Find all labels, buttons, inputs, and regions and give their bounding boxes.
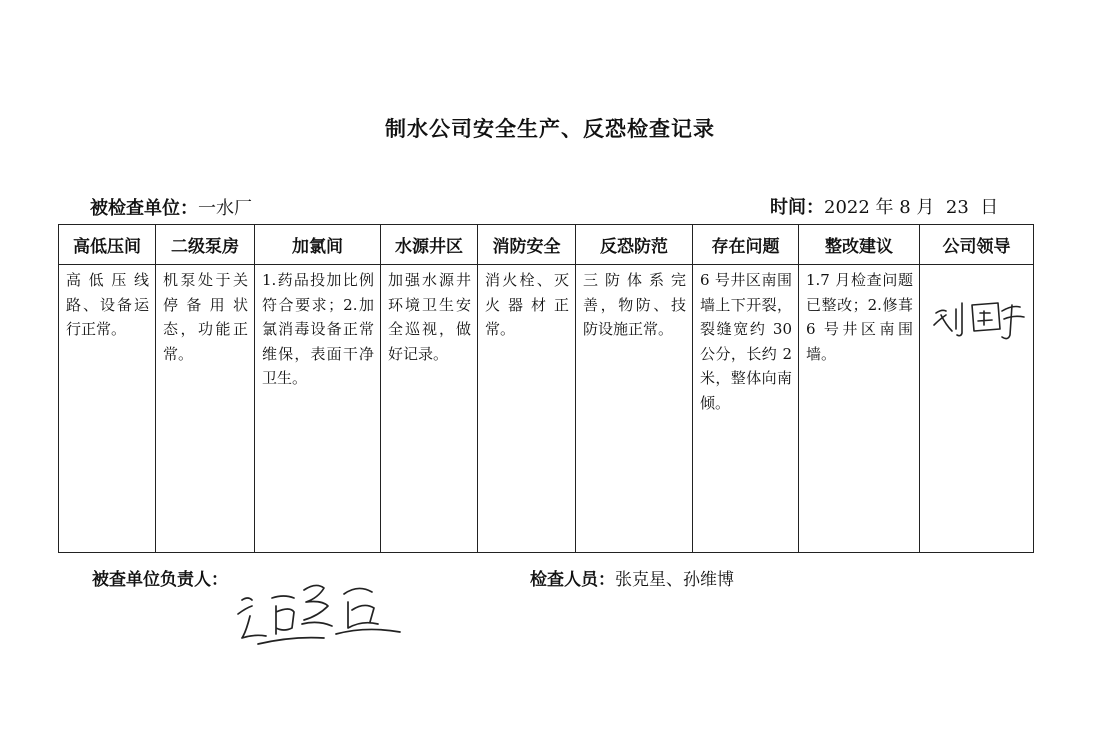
responsible-person-label: 被查单位负责人： xyxy=(92,570,228,590)
document-title: 制水公司安全生产、反恐检查记录 xyxy=(385,117,715,141)
header-fire-safety: 消防安全 xyxy=(478,225,576,265)
time-value: 2022 年 8 月 23 日 xyxy=(824,197,999,218)
inspected-unit xyxy=(90,194,252,220)
cell-anti-terror: 三防体系完善，物防、技防设施正常。 xyxy=(576,265,693,553)
responsible-signature xyxy=(232,572,412,652)
inspectors-label: 检查人员： xyxy=(530,570,615,590)
leader-signature xyxy=(928,291,1028,351)
cell-well-area: 加强水源井环境卫生安全巡视，做好记录。 xyxy=(381,265,478,553)
header-well-area: 水源井区 xyxy=(381,225,478,265)
table-header-row xyxy=(59,225,1034,265)
header-suggestions: 整改建议 xyxy=(799,225,920,265)
cell-high-low-voltage: 高低压线路、设备运行正常。 xyxy=(59,265,156,553)
inspected-unit-value: 一水厂 xyxy=(198,198,252,219)
header-pump-room: 二级泵房 xyxy=(156,225,255,265)
table-row xyxy=(59,265,1034,553)
header-issues: 存在问题 xyxy=(693,225,799,265)
inspectors-value: 张克星、孙维博 xyxy=(615,570,734,590)
cell-suggestions: 1.7 月检查问题已整改；2.修葺 6 号井区南围墙。 xyxy=(799,265,920,553)
header-high-low-voltage: 高低压间 xyxy=(59,225,156,265)
inspectors xyxy=(530,565,734,590)
cell-chlorination: 1.药品投加比例符合要求；2.加氯消毒设备正常维保，表面干净卫生。 xyxy=(255,265,381,553)
header-anti-terror: 反恐防范 xyxy=(576,225,693,265)
time-label: 时间： xyxy=(770,197,824,218)
cell-issues: 6 号井区南围墙上下开裂，裂缝宽约 30 公分，长约 2 米，整体向南倾。 xyxy=(693,265,799,553)
cell-pump-room: 机泵处于关停备用状态，功能正常。 xyxy=(156,265,255,553)
header-chlorination: 加氯间 xyxy=(255,225,381,265)
inspection-table xyxy=(58,224,1034,553)
cell-company-leader xyxy=(920,265,1034,553)
cell-fire-safety: 消火栓、灭火器材正常。 xyxy=(478,265,576,553)
inspected-unit-label: 被检查单位： xyxy=(90,198,198,219)
inspection-date xyxy=(770,193,998,219)
header-company-leader: 公司领导 xyxy=(920,225,1034,265)
